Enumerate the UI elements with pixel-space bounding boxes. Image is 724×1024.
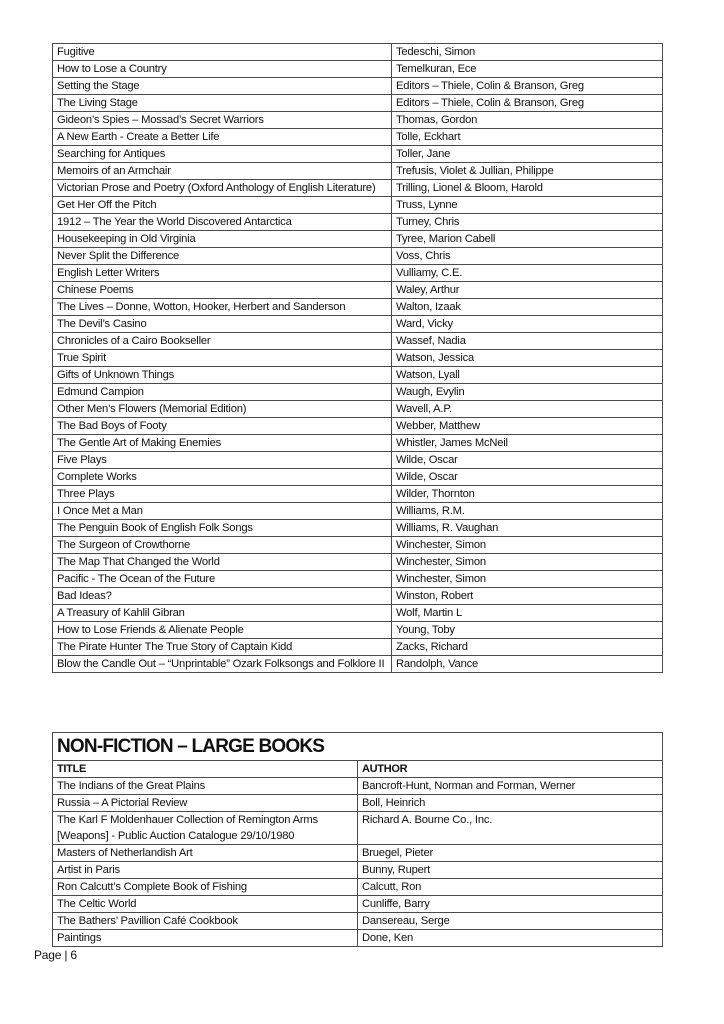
page-number: Page | 6 <box>34 948 77 962</box>
book-author-cell: Calcutt, Ron <box>358 879 663 896</box>
book-author-cell: Wassef, Nadia <box>392 333 663 350</box>
table-row <box>53 778 663 795</box>
book-title-cell: The Celtic World <box>53 896 358 913</box>
book-author-cell: Winchester, Simon <box>392 571 663 588</box>
table-row <box>53 248 663 265</box>
book-title-cell: Get Her Off the Pitch <box>53 197 392 214</box>
book-title-cell: The Living Stage <box>53 95 392 112</box>
table-row <box>53 146 663 163</box>
book-author-cell: Vulliamy, C.E. <box>392 265 663 282</box>
book-author-cell: Wilder, Thornton <box>392 486 663 503</box>
book-author-cell: Waley, Arthur <box>392 282 663 299</box>
book-title-cell: The Devil’s Casino <box>53 316 392 333</box>
book-title-cell: Paintings <box>53 930 358 947</box>
book-author-cell: Tolle, Eckhart <box>392 129 663 146</box>
table-row <box>53 571 663 588</box>
book-author-cell: Wolf, Martin L <box>392 605 663 622</box>
book-list-body <box>53 44 663 673</box>
book-author-cell: Winston, Robert <box>392 588 663 605</box>
table-row <box>53 129 663 146</box>
book-author-cell: Young, Toby <box>392 622 663 639</box>
book-title-cell: Masters of Netherlandish Art <box>53 845 358 862</box>
table-row <box>53 95 663 112</box>
table-row <box>53 299 663 316</box>
book-author-cell: Watson, Jessica <box>392 350 663 367</box>
table-row <box>53 214 663 231</box>
table-row <box>53 795 663 812</box>
book-title-cell: Blow the Candle Out – “Unprintable” Ozark Folksongs and Folklore II <box>53 656 392 673</box>
book-title-cell: The Surgeon of Crowthorne <box>53 537 392 554</box>
book-author-cell: Trefusis, Violet & Jullian, Philippe <box>392 163 663 180</box>
table-row <box>53 537 663 554</box>
table-row <box>53 44 663 61</box>
book-title-cell: The Penguin Book of English Folk Songs <box>53 520 392 537</box>
book-title-cell: Pacific - The Ocean of the Future <box>53 571 392 588</box>
book-title-cell: Victorian Prose and Poetry (Oxford Anthology of English Literature) <box>53 180 392 197</box>
table-row <box>53 163 663 180</box>
book-author-cell: Editors – Thiele, Colin & Branson, Greg <box>392 78 663 95</box>
book-title-cell: Russia – A Pictorial Review <box>53 795 358 812</box>
book-author-cell: Boll, Heinrich <box>358 795 663 812</box>
table-row <box>53 862 663 879</box>
book-title-cell: I Once Met a Man <box>53 503 392 520</box>
book-author-cell: Williams, R. Vaughan <box>392 520 663 537</box>
table-row <box>53 231 663 248</box>
book-author-cell: Cunliffe, Barry <box>358 896 663 913</box>
table-row <box>53 180 663 197</box>
table-row <box>53 588 663 605</box>
book-title-cell: The Gentle Art of Making Enemies <box>53 435 392 452</box>
book-title-cell: Bad Ideas? <box>53 588 392 605</box>
book-author-cell: Voss, Chris <box>392 248 663 265</box>
book-title-cell: The Pirate Hunter The True Story of Captain Kidd <box>53 639 392 656</box>
book-author-cell: Bruegel, Pieter <box>358 845 663 862</box>
book-title-cell: Gideon’s Spies – Mossad’s Secret Warriors <box>53 112 392 129</box>
table-row <box>53 622 663 639</box>
book-title-cell: 1912 – The Year the World Discovered Antarctica <box>53 214 392 231</box>
book-author-cell: Editors – Thiele, Colin & Branson, Greg <box>392 95 663 112</box>
book-author-cell: Wilde, Oscar <box>392 469 663 486</box>
book-author-cell: Williams, R.M. <box>392 503 663 520</box>
table-row <box>53 333 663 350</box>
book-author-cell: Tyree, Marion Cabell <box>392 231 663 248</box>
book-title-cell: True Spirit <box>53 350 392 367</box>
table-row <box>53 605 663 622</box>
table-row <box>53 367 663 384</box>
table-row <box>53 812 663 845</box>
column-header-author: AUTHOR <box>358 761 663 778</box>
book-author-cell: Zacks, Richard <box>392 639 663 656</box>
section-heading: NON-FICTION – LARGE BOOKS <box>53 733 663 761</box>
book-title-cell: Artist in Paris <box>53 862 358 879</box>
book-title-cell: Complete Works <box>53 469 392 486</box>
book-author-cell: Toller, Jane <box>392 146 663 163</box>
book-title-cell: The Lives – Donne, Wotton, Hooker, Herbert and Sanderson <box>53 299 392 316</box>
book-title-cell: Ron Calcutt’s Complete Book of Fishing <box>53 879 358 896</box>
book-title-cell: How to Lose Friends & Alienate People <box>53 622 392 639</box>
book-title-cell: The Indians of the Great Plains <box>53 778 358 795</box>
table-row <box>53 845 663 862</box>
book-list-table <box>52 43 663 673</box>
table-row <box>53 435 663 452</box>
table-row <box>53 469 663 486</box>
book-author-cell: Randolph, Vance <box>392 656 663 673</box>
book-author-cell: Winchester, Simon <box>392 554 663 571</box>
book-author-cell: Winchester, Simon <box>392 537 663 554</box>
book-title-cell: Edmund Campion <box>53 384 392 401</box>
table-row <box>53 282 663 299</box>
book-title-cell: How to Lose a Country <box>53 61 392 78</box>
book-author-cell: Bunny, Rupert <box>358 862 663 879</box>
book-title-cell: Memoirs of an Armchair <box>53 163 392 180</box>
book-author-cell: Wilde, Oscar <box>392 452 663 469</box>
column-header-row <box>53 761 663 778</box>
book-author-cell: Richard A. Bourne Co., Inc. <box>358 812 663 845</box>
book-title-cell: Housekeeping in Old Virginia <box>53 231 392 248</box>
table-row <box>53 384 663 401</box>
book-author-cell: Done, Ken <box>358 930 663 947</box>
table-row <box>53 112 663 129</box>
large-books-body <box>53 733 663 947</box>
book-author-cell: Tedeschi, Simon <box>392 44 663 61</box>
book-author-cell: Wavell, A.P. <box>392 401 663 418</box>
book-author-cell: Whistler, James McNeil <box>392 435 663 452</box>
table-row <box>53 656 663 673</box>
table-row <box>53 350 663 367</box>
book-title-cell: Fugitive <box>53 44 392 61</box>
table-row <box>53 486 663 503</box>
book-author-cell: Waugh, Evylin <box>392 384 663 401</box>
book-title-cell: Gifts of Unknown Things <box>53 367 392 384</box>
book-title-cell: The Bad Boys of Footy <box>53 418 392 435</box>
book-title-cell: Never Split the Difference <box>53 248 392 265</box>
book-author-cell: Bancroft-Hunt, Norman and Forman, Werner <box>358 778 663 795</box>
table-row <box>53 316 663 333</box>
table-row <box>53 896 663 913</box>
book-author-cell: Dansereau, Serge <box>358 913 663 930</box>
book-title-cell: Three Plays <box>53 486 392 503</box>
table-row <box>53 639 663 656</box>
book-author-cell: Webber, Matthew <box>392 418 663 435</box>
book-title-cell: A New Earth - Create a Better Life <box>53 129 392 146</box>
book-title-cell: The Map That Changed the World <box>53 554 392 571</box>
book-author-cell: Ward, Vicky <box>392 316 663 333</box>
book-author-cell: Temelkuran, Ece <box>392 61 663 78</box>
table-row <box>53 197 663 214</box>
table-row <box>53 452 663 469</box>
book-author-cell: Truss, Lynne <box>392 197 663 214</box>
book-author-cell: Turney, Chris <box>392 214 663 231</box>
large-books-table <box>52 732 663 947</box>
book-title-cell: Searching for Antiques <box>53 146 392 163</box>
table-row <box>53 930 663 947</box>
table-row <box>53 401 663 418</box>
book-title-cell: Chronicles of a Cairo Bookseller <box>53 333 392 350</box>
table-row <box>53 418 663 435</box>
table-row <box>53 265 663 282</box>
table-row <box>53 78 663 95</box>
book-title-cell: The Karl F Moldenhauer Collection of Remington Arms [Weapons] - Public Auction Catalogue 29/10/1980 <box>53 812 358 845</box>
book-title-cell: Setting the Stage <box>53 78 392 95</box>
book-author-cell: Walton, Izaak <box>392 299 663 316</box>
book-title-cell: English Letter Writers <box>53 265 392 282</box>
table-row <box>53 520 663 537</box>
book-author-cell: Trilling, Lionel & Bloom, Harold <box>392 180 663 197</box>
book-title-cell: The Bathers’ Pavillion Café Cookbook <box>53 913 358 930</box>
table-row <box>53 554 663 571</box>
column-header-title: TITLE <box>53 761 358 778</box>
book-title-cell: A Treasury of Kahlil Gibran <box>53 605 392 622</box>
table-row <box>53 879 663 896</box>
book-title-cell: Other Men’s Flowers (Memorial Edition) <box>53 401 392 418</box>
book-author-cell: Watson, Lyall <box>392 367 663 384</box>
table-row <box>53 61 663 78</box>
section-heading-row <box>53 733 663 761</box>
table-row <box>53 503 663 520</box>
book-title-cell: Five Plays <box>53 452 392 469</box>
book-title-cell: Chinese Poems <box>53 282 392 299</box>
table-row <box>53 913 663 930</box>
book-author-cell: Thomas, Gordon <box>392 112 663 129</box>
